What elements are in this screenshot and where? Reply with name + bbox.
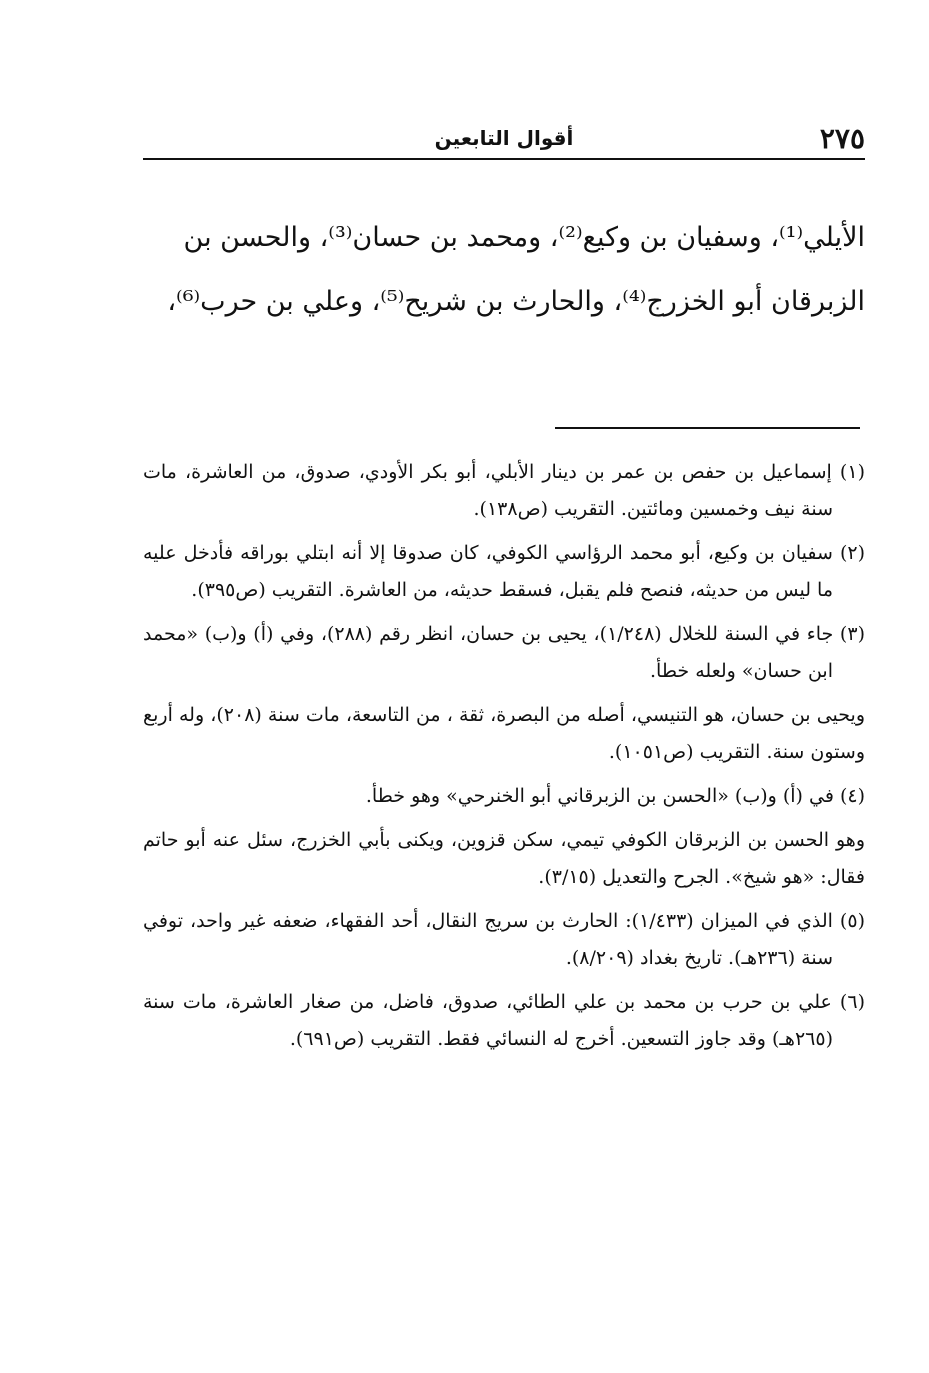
main-text-line: الأيلي⁽¹⁾، وسفيان بن وكيع⁽²⁾، ومحمد بن حسان⁽³⁾، والحسن بن: [183, 222, 865, 253]
footnote-3: (٣) جاء في السنة للخلال (١/٢٤٨)، يحيى بن حسان، انظر رقم (٢٨٨)، وفي (أ) و(ب) «محمد ابن حسان» ولعله خطأ.: [143, 623, 865, 682]
header-rule: [143, 158, 865, 160]
footnotes: [143, 454, 865, 1065]
footnote-4-continuation: وهو الحسن بن الزبرقان الكوفي تيمي، سكن قزوين، ويكنى بأبي الخزرج، سئل عنه أبو حاتم فقال: «هو شيخ». الجرح والتعديل (٣/١٥).: [143, 829, 865, 888]
page-header: [143, 118, 865, 158]
page-number: ٢٧٥: [819, 122, 865, 155]
running-title: أقوال التابعين: [434, 126, 574, 150]
main-text-line: الزبرقان أبو الخزرج⁽⁴⁾، والحارث بن شريح⁽⁵⁾، وعلي بن حرب⁽⁶⁾،: [167, 286, 865, 317]
footnote-separator: [555, 427, 860, 429]
footnote-4: (٤) في (أ) و(ب) «الحسن بن الزبرقاني أبو الخنرحي» وهو خطأ.: [365, 785, 865, 807]
footnote-2: (٢) سفيان بن وكيع، أبو محمد الرؤاسي الكوفي، كان صدوقا إلا أنه ابتلي بوراقه فأدخل عليه ما ليس من حديثه، فنصح فلم يقبل، فسقط حديثه، من العاشرة. التقريب (ص٣٩٥).: [143, 542, 865, 601]
main-text: [143, 206, 865, 334]
footnote-1: (١) إسماعيل بن حفص بن عمر بن دينار الأبلي، أبو بكر الأودي، صدوق، من العاشرة، مات سنة نيف وخمسين ومائتين. التقريب (ص١٣٨).: [143, 461, 865, 520]
footnote-3-continuation: ويحيى بن حسان، هو التنيسي، أصله من البصرة، ثقة ، من التاسعة، مات سنة (٢٠٨)، وله أربع وستون سنة. التقريب (ص١٠٥١).: [143, 704, 865, 763]
footnote-5: (٥) الذي في الميزان (١/٤٣٣): الحارث بن سريج النقال، أحد الفقهاء، ضعفه غير واحد، توفي سنة (٢٣٦هـ). تاريخ بغداد (٨/٢٠٩).: [143, 910, 865, 969]
footnote-6: (٦) علي بن حرب بن محمد بن علي الطائي، صدوق، فاضل، من صغار العاشرة، مات سنة (٢٦٥هـ) وقد جاوز التسعين. أخرج له النسائي فقط. التقريب (ص٦٩١).: [143, 991, 865, 1050]
